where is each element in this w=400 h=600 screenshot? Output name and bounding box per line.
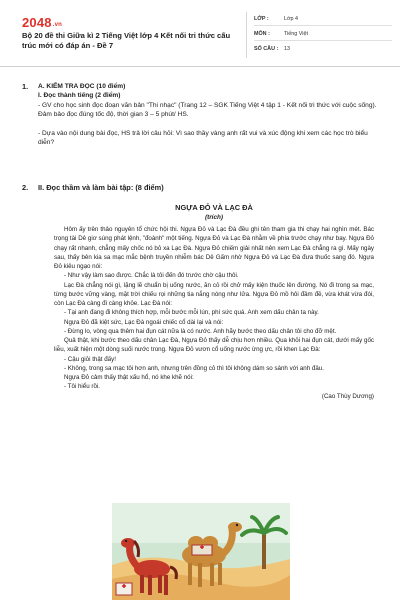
page-header [0,0,400,67]
story-paragraph: Quả thật, khi bước theo dấu chân Lạc Đà, Ngựa Đỏ thấy dễ chịu hơn nhiều. Qua khỏi hai đụn cát, dưới mấy gốc liễu, xuất hiện một dòng suối nước trong. Ngựa Đỏ vươn cổ uống nước ừng ực, rồi khen Lạc Đà: [54,337,374,354]
story-paragraph: - Đừng lo, vòng qua thêm hai đụn cát nữa là có nước. Anh hãy bước theo dấu chân tôi cho đỡ mệt. [64,327,337,335]
section-2-number: 2. [22,183,29,192]
story-paragraph: - Cậu giỏi thật đấy! [64,355,116,363]
story-illustration [112,503,290,600]
story-paragraph: - Không, trong sa mạc tôi hơn anh, nhưng trên đồng cỏ thì tôi không dám so sánh với anh đâu. [64,364,324,372]
section-1-subheading: I. Đọc thành tiếng (2 điểm) [38,92,121,100]
logo-number: 2048 [22,15,52,30]
story-paragraph: - Như vậy làm sao được. Chắc là tôi đến đó trước chờ cậu thôi. [64,272,239,280]
document-title: Bộ 20 đề thi Giữa kì 2 Tiếng Việt lớp 4 Kết nối tri thức cấu trúc mới có đáp án - Đề 7 [22,31,231,50]
header-divider [246,12,247,58]
meta-label: MÔN : [254,31,270,37]
section-1-heading: A. KIỂM TRA ĐỌC (10 điểm) [38,83,126,90]
story-subtitle: (trích) [204,214,224,221]
section-1 [38,82,384,147]
story-paragraph: Hôm ấy trên thảo nguyên tổ chức hội thi. Ngựa Đỏ và Lạc Đà đều ghi tên tham gia thi chạy hai nghìn mét. Bác trọng tài Dê giơ súng phát lệnh, "đoành" một tiếng. Ngựa Đỏ và Lạc Đà nhằm về phía trước chạy như bay. Ngựa Đỏ chạy rất nhanh, chẳng mấy chốc nó bỏ xa Lạc Đà. Ngựa Đỏ chiếm giải nhất nên xem Lạc Đà chẳng ra gì. Mấy ngày sau, thấy bên kia sa mạc mắc bệnh truyền nhiễm bác Dê Gấm nhờ Ngựa Đỏ và Lạc Đà đưa thuốc sang đó. Ngựa Đỏ kiêu ngạo nói: [54,226,374,270]
section-1-number: 1. [22,82,29,91]
section-1-instruction: - GV cho học sinh đọc đoạn văn bản "Thi nhạc" (Trang 12 – SGK Tiếng Việt 4 tập 1 - Kết nối tri thức với cuộc sống). Đảm bảo đọc đúng tốc độ, thời gian 3 – 5 phút/ HS. [38,101,377,119]
meta-label: LỚP : [254,16,269,22]
meta-rule [254,25,392,26]
story-paragraph: - Tại anh đang đi không thích hợp, mỗi bước mỗi lún, phí sức quá. Anh xem dấu chân ta này. [64,309,319,317]
logo-tld: .vn [52,22,63,28]
horse-and-camel-illustration [112,503,290,600]
story-paragraph: Lạc Đà chẳng nói gì, lặng lẽ chuẩn bị uống nước, ăn cỏ rồi chở mấy kiện thuốc lên đường. Nó đi trong sa mạc, từng bước vững vàng, mặt trời chiếu rọi những tia nắng nóng như lửa. Ngựa Đỏ mồ hôi đầm đề, vừa khát vừa đói, còn Lạc Đà càng đi càng khỏe. Lạc Đà nói: [54,281,374,307]
story-paragraph: Ngựa Đỏ đã kiệt sức, Lạc Đà ngoái chiếc cổ dài lại và nói: [64,318,224,326]
story-paragraph: Ngựa Đỏ cảm thấy thật xấu hổ, nó khe khẽ nói: [64,374,194,381]
section-2-heading: II. Đọc thầm và làm bài tập: (8 điểm) [38,183,164,192]
story-paragraph: - Tôi hiểu rồi. [64,383,100,391]
meta-value: Lớp 4 [284,16,299,22]
story-title: NGỰA ĐỎ VÀ LẠC ĐÀ [175,203,253,212]
meta-label: SỐ CÂU : [254,46,279,52]
meta-rule [254,40,392,41]
section-1-question: - Dựa vào nội dung bài đọc, HS trả lời câu hỏi: Vì sao thầy vàng anh rất vui và xúc động khi xem các học trò biểu diễn? [38,129,368,147]
story-author: (Cao Thùy Dương) [321,392,374,400]
meta-value: Tiếng Việt [284,31,308,37]
story [54,203,374,401]
meta-value: 13 [284,46,290,52]
site-logo[interactable] [22,15,62,30]
